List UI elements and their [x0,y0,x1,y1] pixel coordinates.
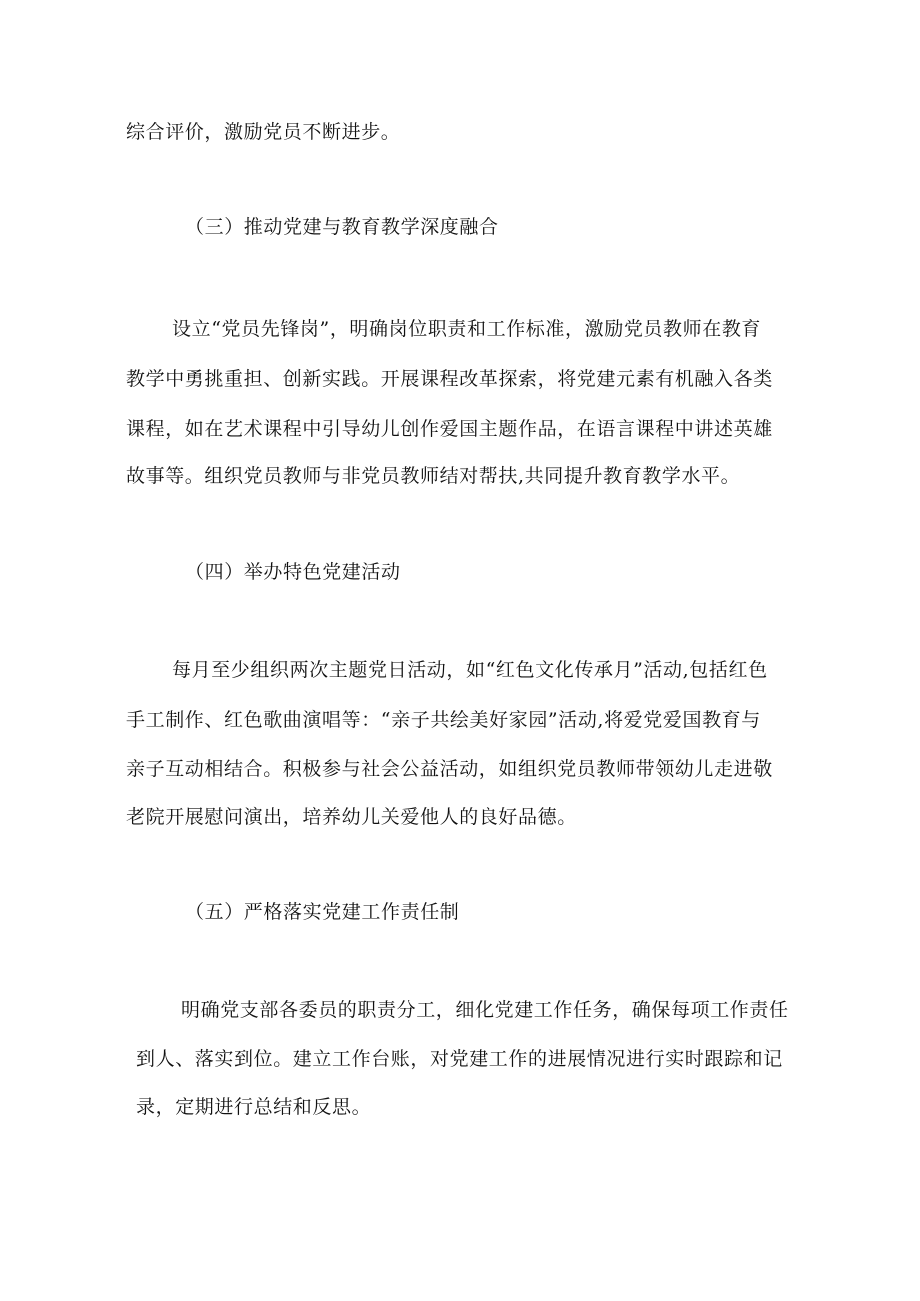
section-4-line-4: 老院开展慰问演出，培养幼儿关爱他人的良好品德。 [126,806,577,828]
section-4-heading: （四）举办特色党建活动 [185,561,401,583]
section-5-heading: （五）严格落实党建工作责任制 [185,901,460,923]
section-3-line-1: 设立“党员先锋岗”，明确岗位职责和工作标准，激励党员教师在教育 [172,318,762,340]
section-5-line-3: 录，定期进行总结和反思。 [136,1096,372,1118]
section-5-line-2: 到人、落实到位。建立工作台账，对党建工作的进展情况进行实时跟踪和记 [136,1048,783,1070]
section-3-line-4: 故事等。组织党员教师与非党员教师结对帮扶,共同提升教育教学水平。 [126,465,741,487]
section-3-line-2: 教学中勇挑重担、创新实践。开展课程改革探索，将党建元素有机融入各类 [126,368,773,390]
section-3-line-3: 课程，如在艺术课程中引导幼儿创作爱国主题作品，在语言课程中讲述英雄 [126,418,773,440]
section-3-heading: （三）推动党建与教育教学深度融合 [185,216,499,238]
section-4-line-3: 亲子互动相结合。积极参与社会公益活动，如组织党员教师带领幼儿走进敬 [126,758,773,780]
section-4-line-1: 每月至少组织两次主题党日活动，如“红色文化传承月”活动,包括红色 [172,659,768,681]
intro-tail-text: 综合评价，激励党员不断进步。 [126,121,401,143]
section-5-line-1: 明确党支部各委员的职责分工，细化党建工作任务，确保每项工作责任 [181,999,789,1021]
section-4-line-2: 手工制作、红色歌曲演唱等：“亲子共绘美好家园”活动,将爱党爱国教育与 [126,709,761,731]
